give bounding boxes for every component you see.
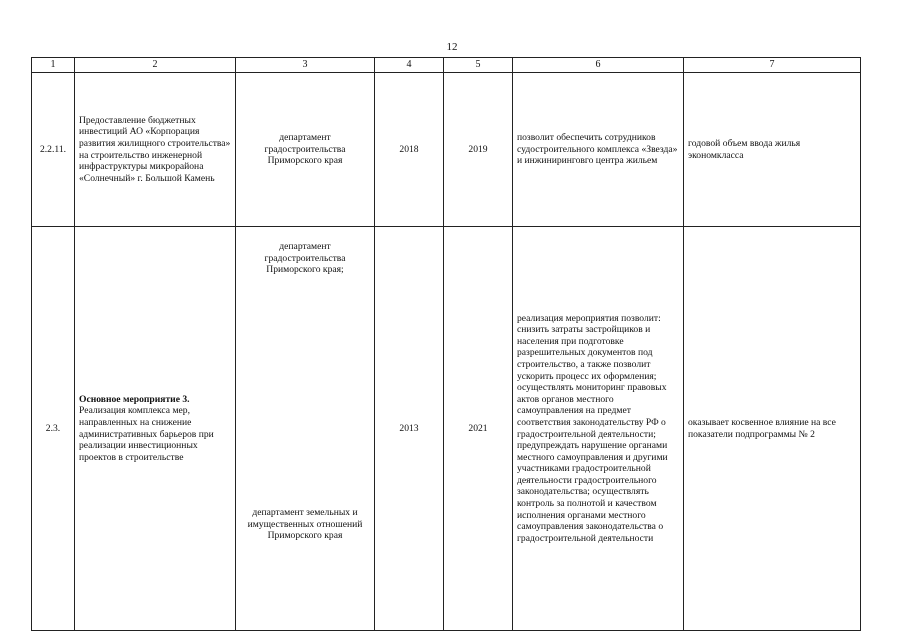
header-cell: 5	[444, 58, 513, 73]
header-cell: 3	[236, 58, 375, 73]
page-number: 12	[446, 41, 458, 53]
header-cell: 1	[32, 58, 75, 73]
header-cell: 7	[684, 58, 861, 73]
end-year	[444, 73, 513, 227]
end-year: 2021	[444, 227, 513, 631]
executor-1: департамент градостроительства Приморского края;	[264, 241, 346, 276]
activity-description: Реализация комплекса мер, направленных на снижение административных барьеров при реализации инвестиционных проектов в строительстве	[79, 405, 214, 463]
start-year: 2013	[375, 227, 444, 631]
header-cell: 2	[75, 58, 236, 73]
header-cell: 4	[375, 58, 444, 73]
executor: департамент градостроительства Приморского края	[236, 73, 375, 227]
header-cell: 6	[513, 58, 684, 73]
executor-2: департамент земельных и имущественных отношений Приморского края	[247, 507, 363, 542]
start-year: 2018	[375, 73, 444, 227]
expected-result: реализация мероприятия позволит: снизить затраты застройщиков и населения при подготовке разрешительных документов под строительство, а также позволит ускорить процесс их оформления; осуществлять мониторинг правовых актов органов местного самоуправления на предмет соответствия законодательству РФ о градостроительной деятельности; предупреждать нарушение органами местного самоуправления и другими участниками градостроительной деятельности градостроительного законодательства; осуществлять контроль за полнотой и качеством исполнения органами местного самоуправления законодательства о градостроительной деятельности	[513, 227, 684, 631]
end-year-value: 2019	[468, 143, 488, 155]
indicator-link: годовой объем ввода жилья экономкласса	[684, 73, 861, 227]
program-table	[31, 57, 861, 631]
row-number: 2.3.	[32, 227, 75, 631]
executors	[236, 227, 375, 631]
table-row	[32, 227, 861, 631]
activity-title-bold: Основное мероприятие 3.	[79, 393, 190, 405]
header-row	[32, 58, 861, 73]
indicator-link: оказывает косвенное влияние на все показатели подпрограммы № 2	[684, 227, 861, 631]
activity-name	[75, 227, 236, 631]
table-row	[32, 73, 861, 227]
activity-name: Предоставление бюджетных инвестиций АО «Корпорация развития жилищного строительства» на строительство инженерной инфраструктуры микрорайона «Солнечный» г. Большой Камень	[75, 73, 236, 227]
row-number: 2.2.11.	[32, 73, 75, 227]
expected-result: позволит обеспечить сотрудников судостроительного комплекса «Звезда» и инжиниринговго центра жильем	[513, 73, 684, 227]
